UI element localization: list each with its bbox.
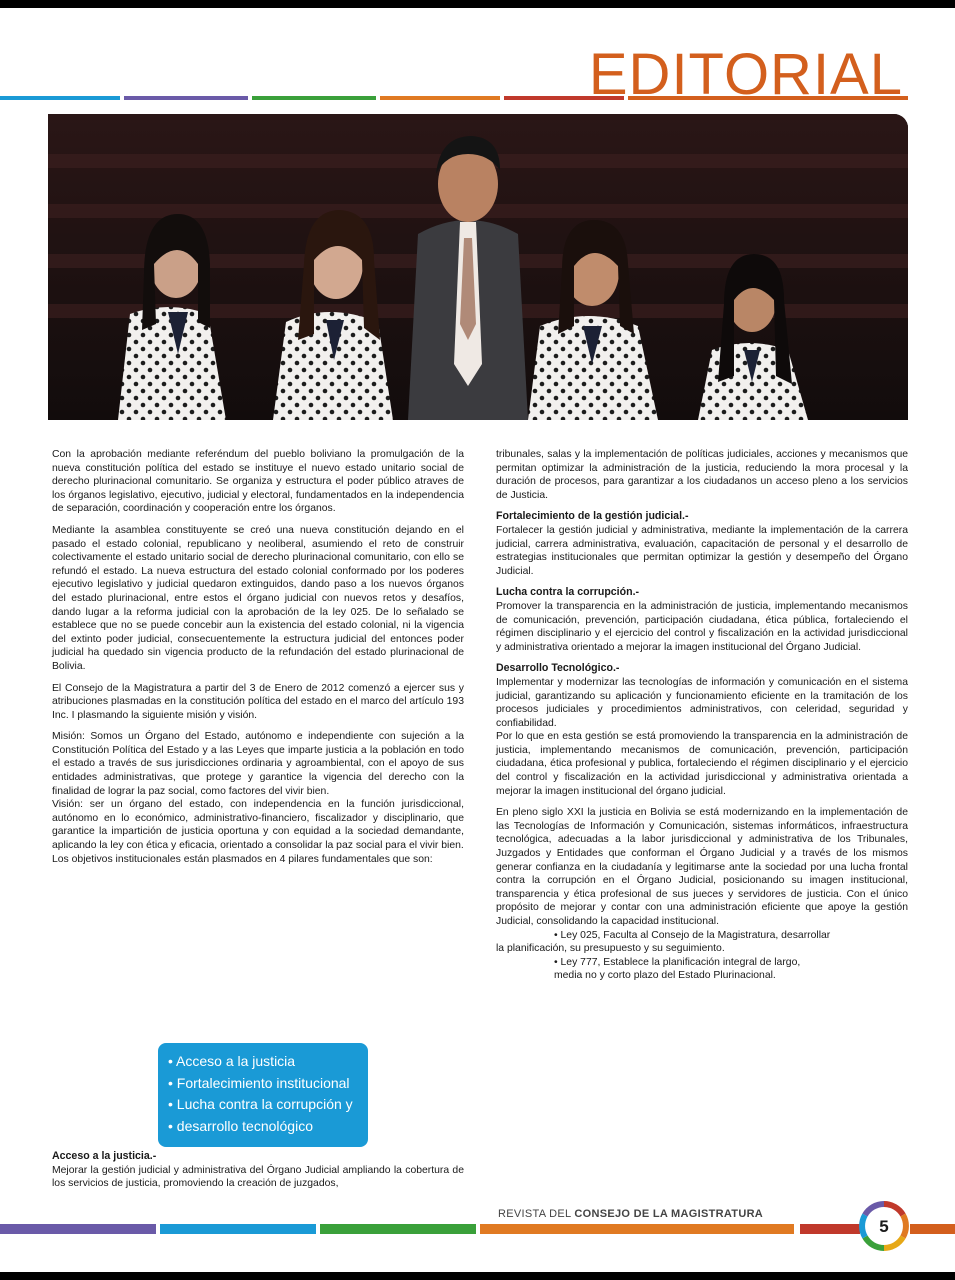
footer-line-orange-2 (910, 1224, 955, 1234)
magazine-page (0, 8, 955, 1272)
page-number: 5 (879, 1217, 889, 1236)
consejo-paragraph: El Consejo de la Magistratura a partir del 3 de Enero de 2012 comenzó a ejercer sus y atribuciones plasmadas en la constitución política del estado en el marco del artículo 193 Inc. I plasmando la siguiente misión y visión. (52, 682, 464, 721)
acceso-heading: Acceso a la justicia.- (52, 1150, 157, 1162)
vision-paragraph: Visión: ser un órgano del estado, con independencia en la función jurisdiccional, autónomo en lo económico, administrativo-financiero, fiscalizador y disciplinario, que garantice la impartición de justicia oportuna y con equidad a la sociedad demandante, aplicando la ley con ética y eficacia, orientado a consolidar la paz social para el vivir bien. (52, 799, 464, 852)
section-title: EDITORIAL (588, 42, 903, 107)
magazine-name (498, 1208, 763, 1220)
group-photo (48, 114, 908, 420)
footer-line-orange (480, 1224, 794, 1234)
right-column (496, 448, 908, 983)
pillar-item: • Lucha contra la corrupción y (168, 1096, 353, 1112)
acceso-paragraph: Mejorar la gestión judicial y administrativa del Órgano Judicial ampliando la cobertura de los servicios de justicia, promoviendo la creación de juzgados, (52, 1164, 464, 1190)
fortalecimiento-paragraph: Fortalecer la gestión judicial y administrativa, mediante la implementación de la carrera judicial, carrera administrativa, evaluación, capacitación de personal y el desarrollo de estrategias institucionales que permitan optimizar la gestión y desempeño del Órgano Judicial. (496, 524, 908, 577)
footer-line-green (320, 1224, 476, 1234)
lucha-heading: Lucha contra la corrupción.- (496, 586, 640, 599)
ley-025-item: • Ley 025, Faculta al Consejo de la Magistratura, desarrollar (554, 929, 831, 941)
ley-025-continuation: la planificación, su presupuesto y su seguimiento. (496, 943, 725, 955)
footer-line-purple (0, 1224, 156, 1234)
pillar-item: • Fortalecimiento institucional (168, 1074, 350, 1091)
pillar-item: • desarrollo tecnológico (168, 1117, 313, 1134)
objetivos-paragraph: Los objetivos institucionales están plasmados en 4 pilares fundamentales que son: (52, 853, 433, 865)
magazine-title: CONSEJO DE LA MAGISTRATURA (574, 1208, 764, 1220)
ley-777-item: • Ley 777, Establece la planificación integral de largo, (554, 956, 801, 968)
lucha-paragraph: Promover la transparencia en la administración de justicia, implementando mecanismos de comunicación, prevención, participación ciudadana, ética pública, fortaleciendo el régimen disciplinario y el ejercicio del control y fiscalización en la actividad jurisdiccional y administrativa orientado a mejorar la imagen institucional del Órgano Judicial. (496, 600, 908, 653)
header-line-orange (380, 96, 500, 100)
intro-paragraph: Con la aprobación mediante referéndum del pueblo boliviano la promulgación de la nueva constitución política del estado se instituye el nuevo estado unitario social de derecho plurinacional comunitario. Se organiza y estructura el poder público atraves de los órganos legislativo, ejecutivo, judicial y electoral, fundamentados en la independencia de separación, coordinación y cooperación entre los órganos. (52, 449, 464, 515)
ley-777-continuation: media no y corto plazo del Estado Plurinacional. (554, 970, 776, 982)
desarrollo-heading: Desarrollo Tecnológico.- (496, 662, 620, 675)
pillar-item: • Acceso a la justicia (168, 1053, 296, 1069)
siglo-paragraph: En pleno siglo XXI la justicia en Bolivia se está modernizando en la implementación de las Tecnologías de Información y Comunicación, sistemas informáticos, infraestructura tecnológica, adecuadas a la labor jurisdiccional y administrativa de los Tribunales, Juzgados y Entidades que conforman el Órgano Judicial y a través de los mismos generar confianza en la ciudadanía y legitimarse ante la sociedad por una lucha frontal contra la corrupción en el Órgano Judicial, posicionando su imagen institucional, transparencia y ética profesional de sus jueces y servidores de justicia. Con el único propósito de mejorar y contar con una administración eficiente que apoye la gestión Judicial, consolidando la capacidad institucional. (496, 807, 908, 927)
pillars-box (158, 1043, 368, 1147)
footer-line-red (800, 1224, 860, 1234)
tribunales-paragraph: tribunales, salas y la implementación de políticas judiciales, acciones y mecanismos que permitan optimizar la administración de la justicia, reduciendo la mora procesal y la duración de procesos, para garantizar a los ciudadanos un acceso pleno a los servicios de Justicia. (496, 449, 908, 501)
fortalecimiento-heading: Fortalecimiento de la gestión judicial.- (496, 510, 689, 523)
header-line-blue (0, 96, 120, 100)
transparencia-paragraph: Por lo que en esta gestión se está promoviendo la transparencia en la administración de justicia, implementando mecanismos de comunicación, prevención, participación ciudadana, ética profesional y publica, fortaleciendo el régimen disciplinario y el ejercicio del control y fiscalización en la actividad jurisdiccional y administrativa orientada a mejorar la imagen institucional del órgano judicial. (496, 731, 908, 797)
header-line-green (252, 96, 376, 100)
page-number-ring (858, 1200, 910, 1252)
group-photo-illustration (48, 114, 908, 420)
acceso-section (52, 1150, 464, 1199)
mision-paragraph: Misión: Somos un Órgano del Estado, autónomo e independiente con sujeción a la Constitución Política del Estado y a las Leyes que imparte justicia a la población en todo el estado a través de sus jurisdicciones ordinaria y agroambiental, con el apoyo de sus entidades administrativas, que protege y garantice la vigencia del derecho con la finalidad de lograr la paz social, como factores del vivir bien. (52, 731, 464, 797)
footer-line-blue (160, 1224, 316, 1234)
header-line-purple (124, 96, 248, 100)
asamblea-paragraph: Mediante la asamblea constituyente se creó una nueva constitución dejando en el pasado el estado colonial, republicano y neoliberal, asumiendo el reto de construir colectivamente el estado unitario social de derecho plurinacional comunitario, con ello se refundó el estado. La nueva estructura del estado colonial conformado por los poderes ejecutivo legislativo y judicial quedaron extinguidos, dando paso a los nuevos órganos del estado plurinacional, entre estos el órgano judicial con nuevos retos y desafíos, dando lugar a la reforma judicial con la aprobación de la ley 025. De lo señalado se establece que no se puede concebir aun la existencia del estado colonial, ni la vigencia del extinto poder judicial, consecuentemente la estructura judicial del entonces poder judicial ha quedado sin vigencia producto de la refundación del estado plurinacional de Bolivia. (52, 524, 464, 672)
page-number-badge (858, 1200, 910, 1252)
left-column (52, 448, 464, 874)
desarrollo-paragraph: Implementar y modernizar las tecnologías de información y comunicación en el sistema judicial, garantizando su aplicación y funcionamiento eficiente en la tramitación de los procesos judiciales y procedimientos administrativos, con celeridad, seguridad y confiabilidad. (496, 676, 908, 729)
magazine-prefix: REVISTA DEL (498, 1208, 575, 1220)
